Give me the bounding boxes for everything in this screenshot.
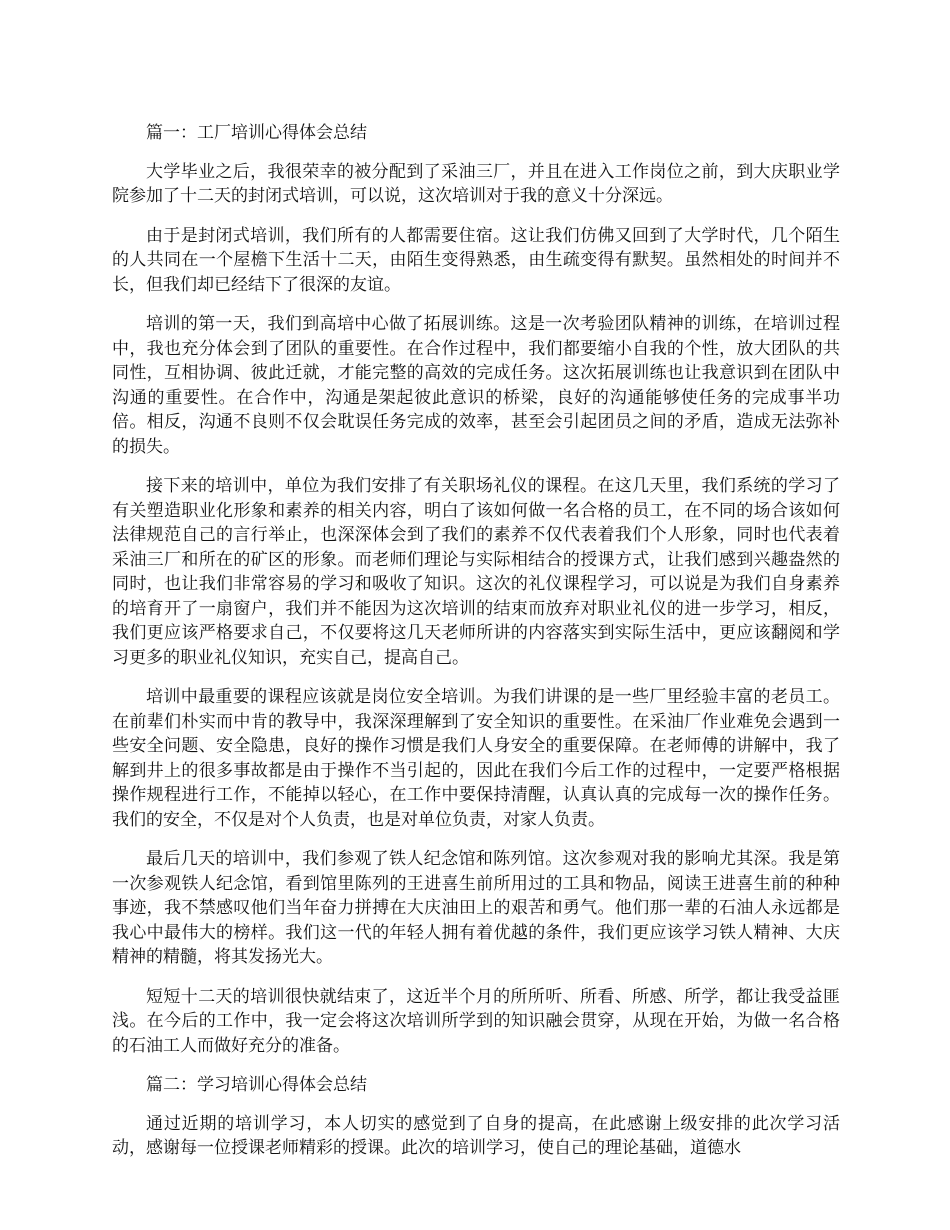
paragraph: 培训中最重要的课程应该就是岗位安全培训。为我们讲课的是一些厂里经验丰富的老员工。在前辈们朴实而中肯的教导中，我深深理解到了安全知识的重要性。在采油厂作业难免会遇到一些安全问题、安全隐患，良好的操作习惯是我们人身安全的重要保障。在老师傅的讲解中，我了解到井上的很多事故都是由于操作不当引起的，因此在我们今后工作的过程中，一定要严格根据操作规程进行工作，不能掉以轻心，在工作中要保持清醒，认真认真的完成每一次的操作任务。我们的安全，不仅是对个人负责，也是对单位负责，对家人负责。	[112, 687, 840, 830]
paragraph: 由于是封闭式培训，我们所有的人都需要住宿。这让我们仿佛又回到了大学时代，几个陌生的人共同在一个屋檐下生活十二天，由陌生变得熟悉，由生疏变得有默契。虽然相处的时间并不长，但我们却已经结下了很深的友谊。	[112, 225, 840, 295]
paragraph: 大学毕业之后，我很荣幸的被分配到了采油三厂，并且在进入工作岗位之前，到大庆职业学院参加了十二天的封闭式培训，可以说，这次培训对于我的意义十分深远。	[112, 161, 840, 206]
paragraph: 培训的第一天，我们到高培中心做了拓展训练。这是一次考验团队精神的训练，在培训过程中，我也充分体会到了团队的重要性。在合作过程中，我们都要缩小自我的个性，放大团队的共同性，互相协调、彼此迁就，才能完整的高效的完成任务。这次拓展训练也让我意识到在团队中沟通的重要性。在合作中，沟通是架起彼此意识的桥梁，良好的沟通能够使任务的完成事半功倍。相反，沟通不良则不仅会耽误任务完成的效率，甚至会引起团员之间的矛盾，造成无法弥补的损失。	[112, 314, 840, 457]
section-heading-1: 篇一：工厂培训心得体会总结	[146, 123, 367, 143]
paragraph: 短短十二天的培训很快就结束了，这近半个月的所所听、所看、所感、所学，都让我受益匪浅。在今后的工作中，我一定会将这次培训所学到的知识融会贯穿，从现在开始，为做一名合格的石油工人而做好充分的准备。	[112, 986, 840, 1056]
paragraph: 通过近期的培训学习，本人切实的感觉到了自身的提高，在此感谢上级安排的此次学习活动，感谢每一位授课老师精彩的授课。此次的培训学习，使自己的理论基础，道德水	[112, 1113, 840, 1158]
paragraph: 接下来的培训中，单位为我们安排了有关职场礼仪的课程。在这几天里，我们系统的学习了有关塑造职业化形象和素养的相关内容，明白了该如何做一名合格的员工，在不同的场合该如何法律规范自己的言行举止，也深深体会到了我们的素养不仅代表着我们个人形象，同时也代表着采油三厂和所在的矿区的形象。而老师们理论与实际相结合的授课方式，让我们感到兴趣盎然的同时，也让我们非常容易的学习和吸收了知识。这次的礼仪课程学习，可以说是为我们自身素养的培育开了一扇窗户，我们并不能因为这次培训的结束而放弃对职业礼仪的进一步学习，相反，我们更应该严格要求自己，不仅要将这几天老师所讲的内容落实到实际生活中，更应该翻阅和学习更多的职业礼仪知识，充实自己，提高自己。	[112, 476, 840, 668]
paragraph: 最后几天的培训中，我们参观了铁人纪念馆和陈列馆。这次参观对我的影响尤其深。我是第一次参观铁人纪念馆，看到馆里陈列的王进喜生前所用过的工具和物品，阅读王进喜生前的种种事迹，我不禁感叹他们当年奋力拼搏在大庆油田上的艰苦和勇气。他们那一辈的石油人永远都是我心中最伟大的榜样。我们这一代的年轻人拥有着优越的条件，我们更应该学习铁人精神、大庆精神的精髓，将其发扬光大。	[112, 849, 840, 967]
section-heading-2: 篇二：学习培训心得体会总结	[146, 1075, 367, 1095]
